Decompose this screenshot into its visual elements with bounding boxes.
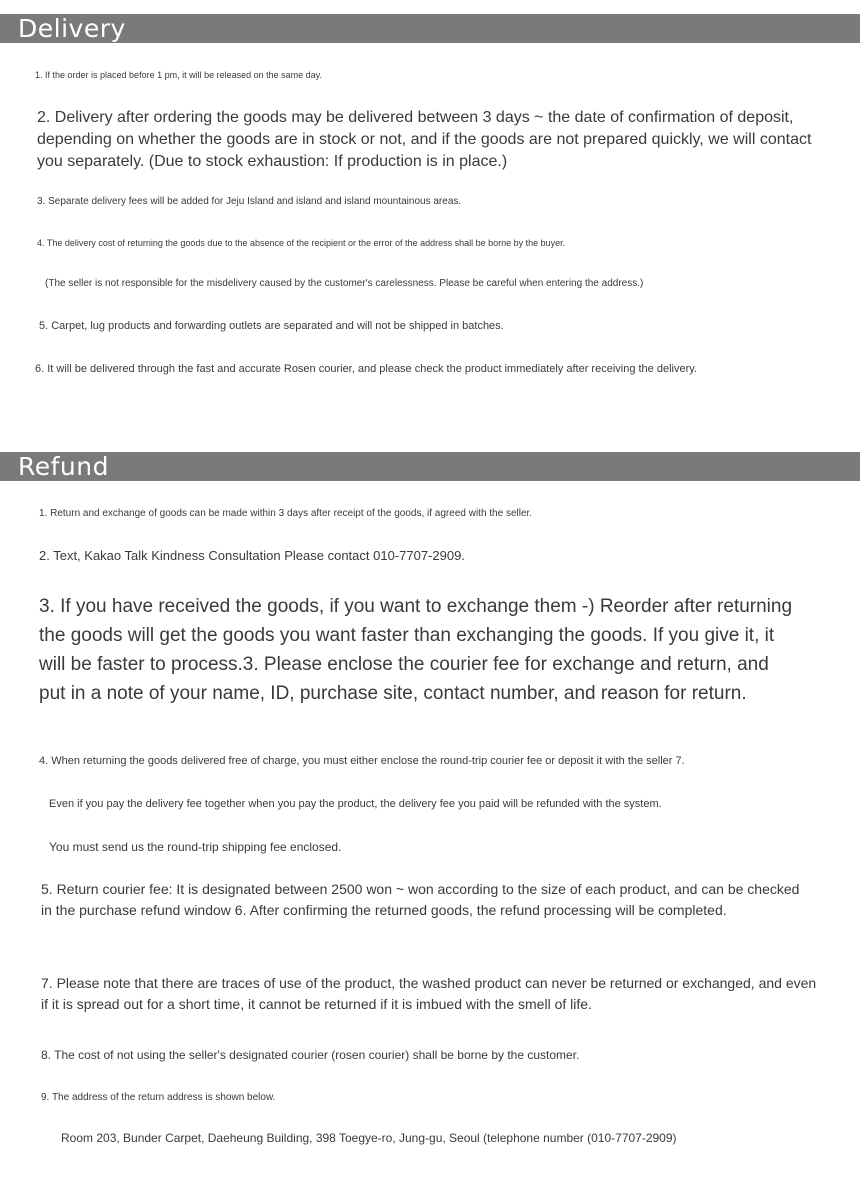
delivery-item-6: 6. It will be delivered through the fast and accurate Rosen courier, and please check the product immediately after receiving the delivery. — [35, 363, 697, 375]
delivery-item-5: 5. Carpet, lug products and forwarding outlets are separated and will not be shipped in batches. — [39, 320, 504, 332]
refund-item-5-6: 5. Return courier fee: It is designated between 2500 won ~ won according to the size of each product, and can be checked in the purchase refund window 6. After confirming the returned goods, the refund processing will be completed. — [41, 881, 800, 918]
delivery-item-4-note: (The seller is not responsible for the misdelivery caused by the customer's carelessness. Please be careful when entering the address.) — [45, 278, 644, 289]
refund-item-7: 7. Please note that there are traces of use of the product, the washed product can never be returned or exchanged, and even if it is spread out for a short time, it cannot be returned if it is imbued with the smell of life. — [41, 975, 817, 1012]
delivery-header: Delivery — [0, 14, 860, 43]
refund-item-1: 1. Return and exchange of goods can be made within 3 days after receipt of the goods, if agreed with the seller. — [39, 508, 533, 519]
refund-item-9: 9. The address of the return address is shown below. — [41, 1092, 276, 1103]
delivery-item-2: 2. Delivery after ordering the goods may be delivered between 3 days ~ the date of confirmation of deposit, depending on whether the goods are in stock or not, and if the goods are not prepared quickly, we will contact you separately. (Due to stock exhaustion: If production is in place.) — [37, 109, 812, 170]
refund-header: Refund — [0, 452, 860, 481]
delivery-item-1: 1. If the order is placed before 1 pm, it will be released on the same day. — [35, 70, 322, 80]
refund-item-4-note-2: You must send us the round-trip shipping fee enclosed. — [49, 840, 342, 854]
refund-item-8: 8. The cost of not using the seller's designated courier (rosen courier) shall be borne by the customer. — [41, 1048, 580, 1062]
delivery-item-4: 4. The delivery cost of returning the goods due to the absence of the recipient or the error of the address shall be borne by the buyer. — [37, 238, 566, 248]
refund-item-4-note-1: Even if you pay the delivery fee together when you pay the product, the delivery fee you paid will be refunded with the system. — [49, 798, 662, 810]
refund-item-2: 2. Text, Kakao Talk Kindness Consultation Please contact 010-7707-2909. — [39, 548, 465, 563]
return-address: Room 203, Bunder Carpet, Daeheung Building, 398 Toegye-ro, Jung-gu, Seoul (telephone number (010-7707-2909) — [61, 1131, 677, 1145]
delivery-item-3: 3. Separate delivery fees will be added for Jeju Island and island and island mountainous areas. — [37, 196, 462, 207]
refund-item-4: 4. When returning the goods delivered free of charge, you must either enclose the round-trip courier fee or deposit it with the seller 7. — [39, 755, 685, 767]
refund-item-3: 3. If you have received the goods, if you want to exchange them -) Reorder after returning the goods will get the goods you want faster than exchanging the goods. If you give it, it will be faster to process.3. Please enclose the courier fee for exchange and return, and put in a note of your name, ID, purchase site, contact number, and reason for return. — [39, 596, 793, 704]
